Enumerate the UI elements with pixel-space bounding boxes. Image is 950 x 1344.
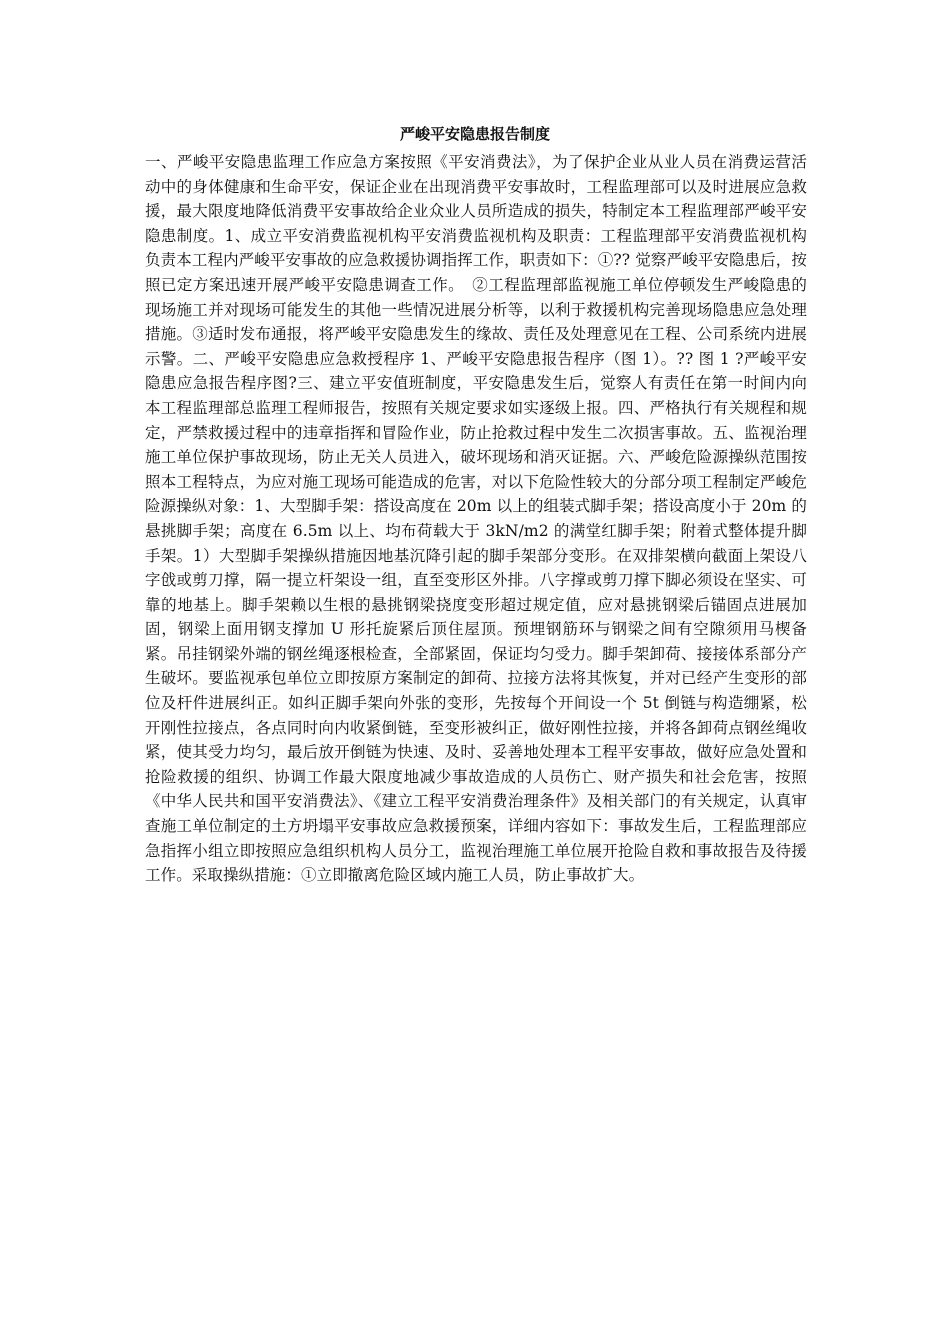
document-body-text: 一、严峻平安隐患监理工作应急方案按照《平安消费法》，为了保护企业从业人员在消费运营活动中的身体健康和生命平安，保证企业在出现消费平安事故时，工程监理部可以及时进展应急救援，最大限度地降低消费平安事故给企业众业人员所造成的损失，特制定本工程监理部严峻平安隐患制度。1、成立平安消费监视机构平安消费监视机构及职责：工程监理部平安消费监视机构负责本工程内严峻平安事故的应急救援协调指挥工作，职责如下：①?? 觉察严峻平安隐患后，按照已定方案迅速开展严峻平安隐患调查工作。 ②工程监理部监视施工单位停顿发生严峻隐患的现场施工并对现场可能发生的其他一些情况进展分析等，以利于救援机构完善现场隐患应急处理措施。③适时发布通报，将严峻平安隐患发生的缘故、责任及处理意见在工程、公司系统内进展示警。二、严峻平安隐患应急救授程序 1、严峻平安隐患报告程序（图 1）。?? 图 1 ?严峻平安隐患应急报告程序图?三、建立平安值班制度，平安隐患发生后，觉察人有责任在第一时间内向本工程监理部总监理工程师报告，按照有关规定要求如实逐级上报。四、严格执行有关规程和规定，严禁救援过程中的违章指挥和冒险作业，防止抢救过程中发生二次损害事故。五、监视治理施工单位保护事故现场，防止无关人员进入，破坏现场和消灭证据。六、严峻危险源操纵范围按照本工程特点，为应对施工现场可能造成的危害，对以下危险性较大的分部分项工程制定严峻危险源操纵对象：1、大型脚手架：搭设高度在 20m 以上的组装式脚手架；搭设高度小于 20m 的悬挑脚手架；高度在 6.5m 以上、均布荷载大于 3kN/m2 的满堂红脚手架；附着式整体提升脚手架。1）大型脚手架操纵措施因地基沉降引起的脚手架部分变形。在双排架横向截面上架设八字戗或剪刀撑，隔一提立杆架设一组，直至变形区外排。八字撑或剪刀撑下脚必须设在坚实、可靠的地基上。脚手架赖以生根的悬挑钢梁挠度变形超过规定值，应对悬挑钢梁后锚固点进展加固，钢梁上面用钢支撑加 U 形托旋紧后顶住屋顶。预埋钢筋环与钢梁之间有空隙须用马楔备紧。吊挂钢梁外端的钢丝绳逐根检查，全部紧固，保证均匀受力。脚手架卸荷、接接体系部分产生破坏。要监视承包单位立即按原方案制定的卸荷、拉接方法将其恢复，并对已经产生变形的部位及杆件进展纠正。如纠正脚手架向外张的变形，先按每个开间设一个 5t 倒链与构造绷紧，松开刚性拉接点，各点同时向内收紧倒链，至变形被纠正，做好刚性拉接，并将各卸荷点钢丝绳收紧，使其受力均匀，最后放开倒链为快速、及时、妥善地处理本工程平安事故，做好应急处置和抢险救援的组织、协调工作最大限度地减少事故造成的人员伤亡、财产损失和社会危害，按照《中华人民共和国平安消费法》、《建立工程平安消费治理条件》及相关部门的有关规定，认真审查施工单位制定的土方坍塌平安事故应急救援预案，详细内容如下：事故发生后，工程监理部应急指挥小组立即按照应急组织机构人员分工，监视治理施工单位展开抢险自救和事故报告及待援工作。采取操纵措施：①立即撤离危险区域内施工人员，防止事故扩大。 [145,153,807,885]
document-title: 严峻平安隐患报告制度 [399,125,550,143]
